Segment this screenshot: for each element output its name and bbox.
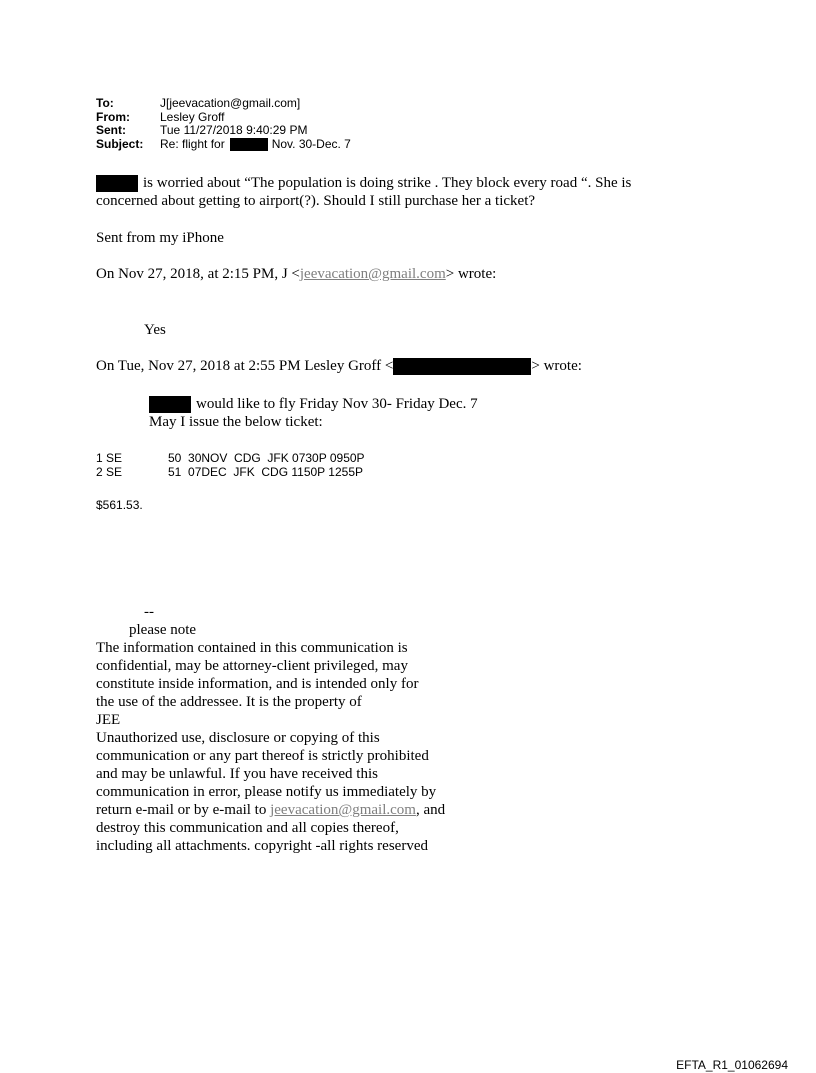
quote-header-2 [96,357,582,375]
subject-prefix: Re: flight for [160,136,225,151]
reply-yes: Yes [144,322,166,338]
disclaimer-text-part: return e-mail or by e-mail to [96,802,271,818]
disclaimer-line: constitute inside information, and is intended only for [96,676,419,692]
disclaimer-line: the use of the addressee. It is the property of [96,694,362,710]
sent-value: Tue 11/27/2018 9:40:29 PM [160,123,308,137]
body-text: is worried about “The population is doing strike . They block every road “. She is [143,175,632,191]
disclaimer-line: destroy this communication and all copies thereof, [96,820,399,836]
ticket-row [96,465,365,479]
email-link[interactable]: jeevacation@gmail.com [299,266,446,282]
ticket-price: $561.53. [96,498,143,512]
quote-suffix: > wrote: [531,358,582,374]
to-value: J[jeevacation@gmail.com] [160,96,301,110]
quote-prefix: On Nov 27, 2018, at 2:15 PM, J < [96,266,300,282]
body-line: May I issue the below ticket: [149,414,323,431]
disclaimer-line: The information contained in this communication is [96,640,408,656]
subject-row [96,138,351,152]
disclaimer-text [96,639,445,855]
to-row [96,97,351,111]
from-row [96,111,351,125]
disclaimer-line: JEE [96,712,121,728]
to-label: To: [96,96,114,110]
quoted-message [149,395,478,431]
segment-detail: 51 07DEC JFK CDG 1150P 1255P [168,465,363,479]
body-text: would like to fly Friday Nov 30- Friday Dec. 7 [196,396,478,412]
sent-row [96,124,351,138]
quote-prefix: On Tue, Nov 27, 2018 at 2:55 PM Lesley Groff < [96,358,394,374]
from-label: From: [96,109,130,124]
disclaimer-line [96,801,445,819]
subject-label: Subject: [96,136,144,151]
quote-suffix: > wrote: [445,266,497,282]
email-link[interactable]: jeevacation@gmail.com [270,802,416,818]
email-header [96,97,351,151]
segment-detail: 50 30NOV CDG JFK 0730P 0950P [168,451,365,465]
disclaimer-text-part: , and [415,802,446,818]
segment-label: 2 SE [96,465,123,479]
from-value: Lesley Groff [160,109,225,124]
please-note: please note [129,622,197,638]
ticket-itinerary [96,451,365,479]
segment-label: 1 SE [96,451,123,465]
disclaimer-line: communication in error, please notify us immediately by [96,784,437,800]
body-line [96,174,631,192]
redaction-box [96,175,138,192]
body-line: concerned about getting to airport(?). Should I still purchase her a ticket? [96,193,536,210]
redaction-box [393,358,531,375]
disclaimer-line: confidential, may be attorney-client privileged, may [96,658,408,674]
disclaimer-line: and may be unlawful. If you have received this [96,766,378,782]
signature-dash: -- [144,604,154,620]
ticket-row [96,451,365,465]
disclaimer-line: Unauthorized use, disclosure or copying of this [96,730,380,746]
body-paragraph [96,174,631,210]
body-line [149,395,478,413]
subject-suffix: Nov. 30-Dec. 7 [271,136,351,151]
quote-header-1 [96,265,496,283]
sent-label: Sent: [96,123,126,137]
signature-line: Sent from my iPhone [96,230,224,246]
disclaimer-line: including all attachments. copyright -all rights reserved [96,838,428,854]
redaction-box [230,138,268,151]
redaction-box [149,396,191,413]
document-id: EFTA_R1_01062694 [676,1058,788,1072]
disclaimer-line: communication or any part thereof is strictly prohibited [96,748,429,764]
